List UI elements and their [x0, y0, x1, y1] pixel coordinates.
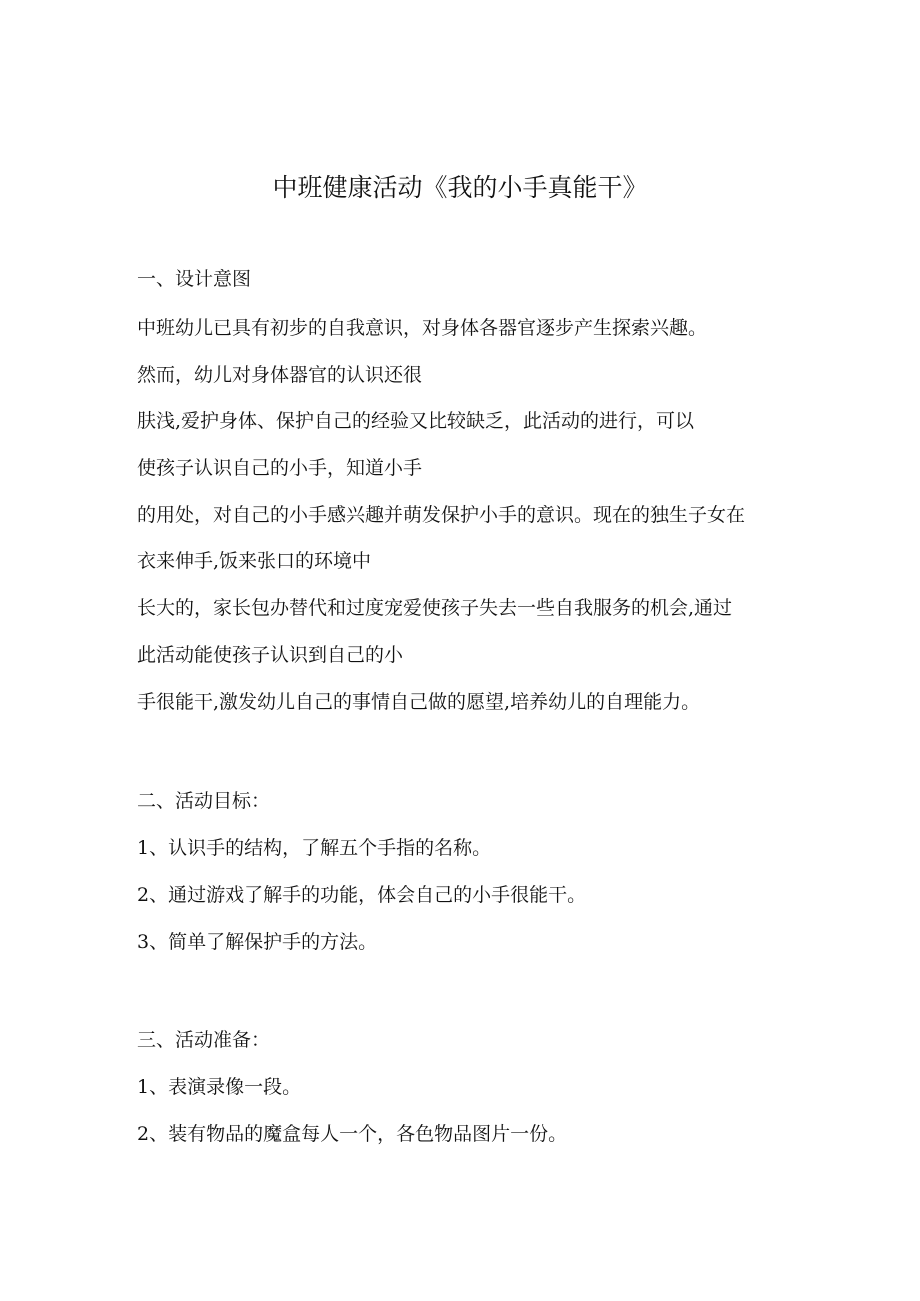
paragraph-line: 衣来伸手,饭来张口的环境中 [137, 550, 372, 572]
paragraph-line: 然而，幼儿对身体器官的认识还很 [137, 364, 423, 386]
section-heading-activity-goals: 二、活动目标： [137, 790, 271, 812]
list-item: 1、认识手的结构，了解五个手指的名称。 [137, 837, 492, 859]
paragraph-line: 肤浅,爱护身体、保护自己的经验又比较缺乏，此活动的进行，可以 [137, 410, 695, 432]
list-item: 2、装有物品的魔盒每人一个，各色物品图片一份。 [137, 1123, 568, 1145]
section-heading-activity-prep: 三、活动准备： [137, 1029, 271, 1051]
paragraph-line: 此活动能使孩子认识到自己的小 [137, 644, 404, 666]
list-item: 1、表演录像一段。 [137, 1076, 302, 1098]
paragraph-line: 长大的，家长包办替代和过度宠爱使孩子失去一些自我服务的机会,通过 [137, 597, 733, 619]
document-title: 中班健康活动《我的小手真能干》 [272, 173, 648, 202]
paragraph-line: 手很能干,激发幼儿自己的事情自己做的愿望,培养幼儿的自理能力。 [137, 691, 701, 713]
paragraph-line: 的用处，对自己的小手感兴趣并萌发保护小手的意识。现在的独生子女在 [137, 504, 746, 526]
paragraph-line: 使孩子认识自己的小手，知道小手 [137, 457, 423, 479]
paragraph-line: 中班幼儿已具有初步的自我意识，对身体各器官逐步产生探索兴趣。 [137, 317, 708, 339]
list-item: 3、简单了解保护手的方法。 [137, 931, 378, 953]
list-item: 2、通过游戏了解手的功能，体会自己的小手很能干。 [137, 884, 587, 906]
section-heading-design-intent: 一、设计意图 [137, 268, 252, 290]
